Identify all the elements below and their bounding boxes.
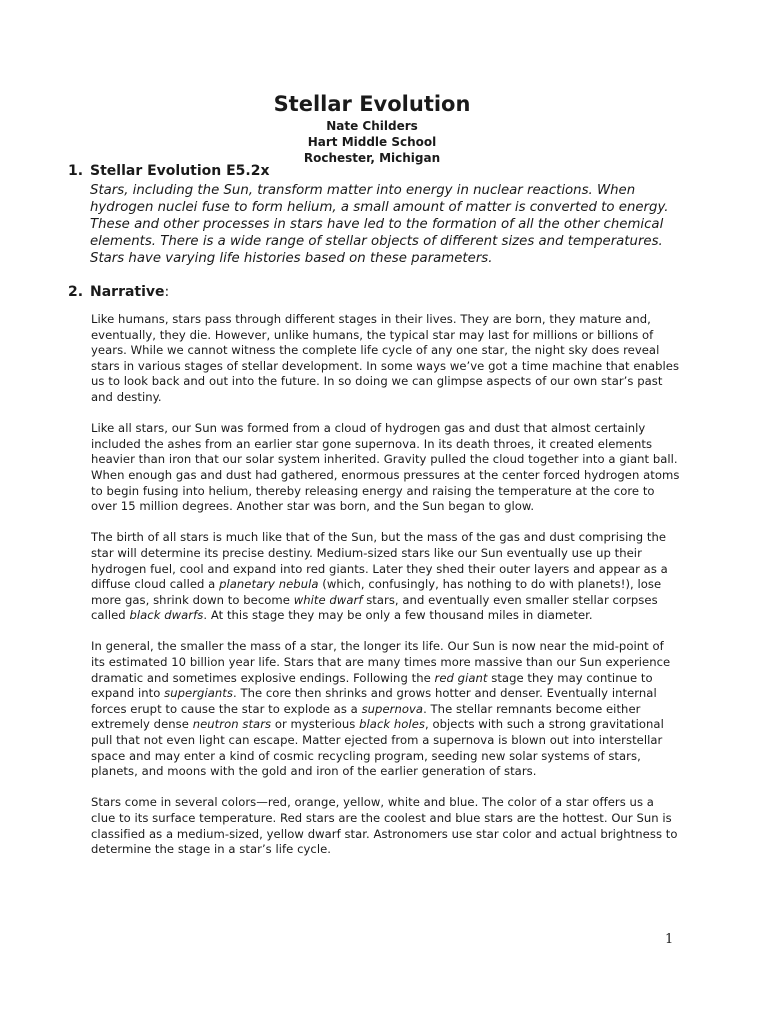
text-run: stage they may continue to expand into [91, 670, 653, 701]
narrative-paragraph-1: Like humans, stars pass through different stages in their lives. They are born, they mature and, eventually, they die. However, unlike humans, the typical star may last for millions or billions of years. While we cannot witness the complete life cycle of any one star, the night sky does reveal stars in various stages of stellar development. In some ways we’ve got a time machine that enables us to look back and out into the future. In so doing we can glimpse aspects of our own star’s past and destiny. [91, 312, 680, 404]
document-header [0, 90, 744, 166]
narrative-paragraph-2: Like all stars, our Sun was formed from a cloud of hydrogen gas and dust that almost certainly included the ashes from an earlier star gone supernova. In its death throes, it created elements heavier than iron that our solar system inherited. Gravity pulled the cloud together into a giant ball. When enough gas and dust had gathered, enormous pressures at the center forced hydrogen atoms to begin fusing into helium, thereby releasing energy and raising the temperature at the core to over 15 million degrees. Another star was born, and the Sun began to glow. [91, 421, 680, 514]
section-standard [68, 162, 668, 267]
school-name: Hart Middle School [307, 135, 437, 149]
text-run: The birth of all stars is much like that of the Sun, but the mass of the gas and dust comprising the star will determine its precise destiny. Medium-sized stars like our Sun eventually use up their hydrogen fuel, cool and expand into red giants. Later they shed their outer layers and appear as a diffuse cloud called a [91, 530, 668, 592]
standard-statement: Stars, including the Sun, transform matter into energy in nuclear reactions. When hydrogen nuclei fuse to form helium, a small amount of matter is converted to energy. These and other processes in stars have led to the formation of all the other chemical elements. There is a wide range of stellar objects of different sizes and temperatures. Stars have varying life histories based on these parameters. [90, 183, 669, 266]
text-run: , objects with such a strong gravitational pull that not even light can escape. Matter ejected from a supernova is blown out into interstellar space and may enter a kind of cosmic recycling program, seeding new solar systems of stars, planets, and moons with the gold and iron of the earlier generation of stars. [91, 717, 664, 779]
term-neutron-stars: neutron stars [192, 717, 272, 732]
text-run: . At this stage they may be only a few thousand miles in diameter. [203, 608, 593, 623]
term-white-dwarf: white dwarf [293, 592, 363, 607]
author-name: Nate Childers [326, 119, 418, 133]
section-heading-text: Narrative [90, 284, 165, 300]
term-black-dwarfs: black dwarfs [129, 608, 204, 623]
text-run: . The stellar remnants become either extremely dense [91, 701, 641, 732]
school-location: Rochester, Michigan [303, 151, 441, 165]
narrative-paragraph-4 [91, 639, 681, 779]
text-run: . The core then shrinks and grows hotter and denser. Eventually internal forces erupt to cause the star to explode as a [91, 686, 657, 716]
text-run: or mysterious [271, 717, 360, 732]
term-supernova: supernova [361, 701, 424, 716]
text-run: In general, the smaller the mass of a star, the longer its life. Our Sun is now near the mid-point of its estimated 10 billion year life. Stars that are many times more massive than our Sun experience dramatic and sometimes explosive endings. Following the [91, 639, 671, 685]
page-title: Stellar Evolution [273, 92, 471, 116]
section-heading-narrative [68, 283, 688, 301]
text-run: stars, and eventually even smaller stellar corpses called [91, 592, 658, 623]
term-black-holes: black holes [359, 717, 425, 732]
page-number: 1 [665, 932, 674, 947]
term-red-giant: red giant [434, 670, 488, 685]
narrative-paragraph-3 [91, 530, 681, 624]
heading-colon: : [164, 284, 170, 300]
section-narrative-heading [68, 283, 688, 301]
text-run: (which, confusingly, has nothing to do with planets!), lose more gas, shrink down to become [91, 577, 662, 607]
term-supergiants: supergiants [164, 686, 233, 701]
narrative-body [91, 312, 681, 873]
narrative-paragraph-5: Stars come in several colors—red, orange, yellow, white and blue. The color of a star offers us a clue to its surface temperature. Red stars are the coolest and blue stars are the hottest. Our Sun is classified as a medium-sized, yellow dwarf star. Astronomers use star color and actual brightness to determine the stage in a star’s life cycle. [91, 795, 678, 857]
section-number: 2. [68, 284, 84, 300]
section-heading-standard [68, 162, 668, 180]
term-planetary-nebula: planetary nebula [219, 577, 319, 592]
section-heading-text: Stellar Evolution E5.2x [90, 163, 270, 179]
section-number: 1. [68, 163, 84, 179]
